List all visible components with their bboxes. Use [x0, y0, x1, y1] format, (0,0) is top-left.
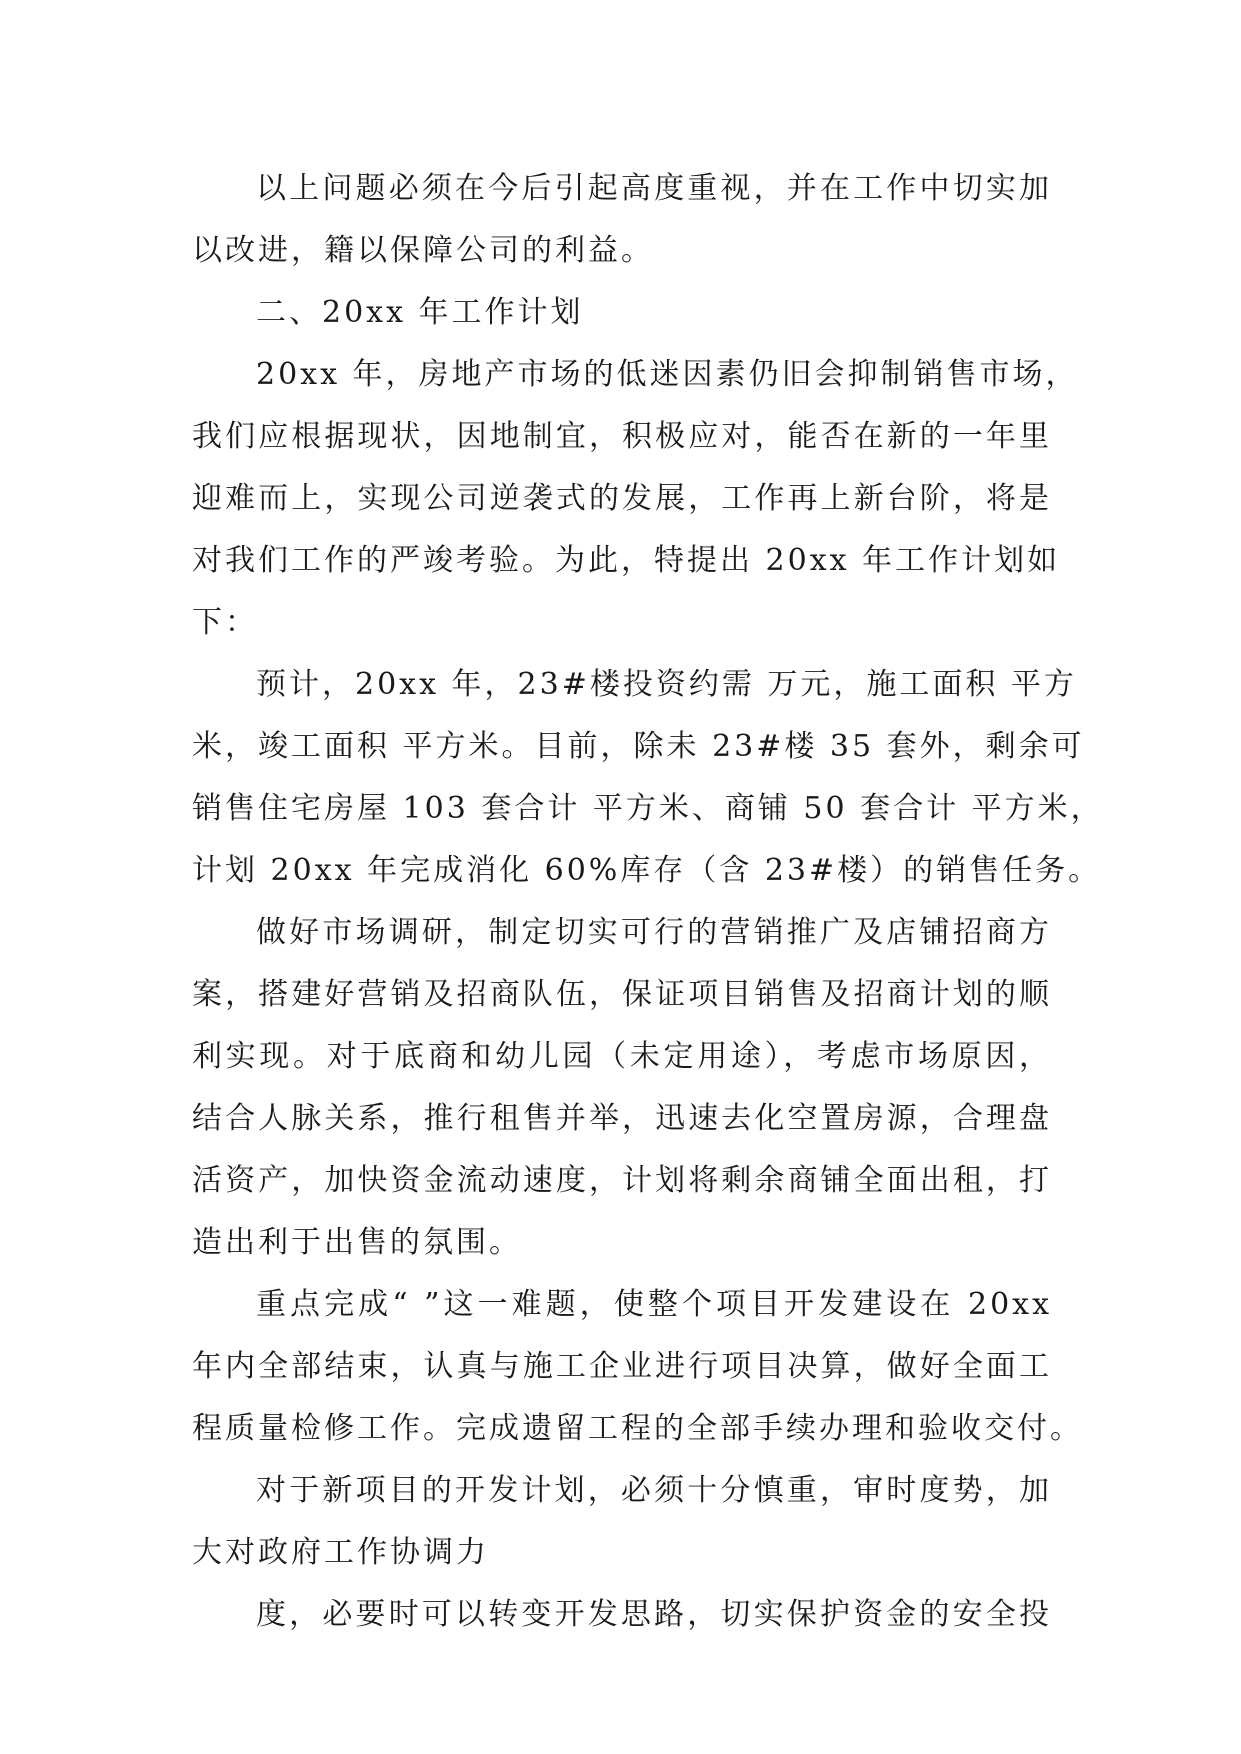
document-body [192, 158, 1104, 1646]
paragraph-line: 年内全部结束，认真与施工企业进行项目决算，做好全面工 [192, 1349, 1052, 1384]
paragraph-line: 利实现。对于底商和幼儿园（未定用途），考虑市场原因， [192, 1039, 1052, 1074]
paragraph-line: 迎难而上，实现公司逆袭式的发展，工作再上新台阶，将是 [192, 481, 1052, 516]
paragraph-line: 做好市场调研，制定切实可行的营销推广及店铺招商方 [256, 915, 1052, 950]
paragraph-line: 米，竣工面积 平方米。目前，除未 23#楼 35 套外，剩余可 [192, 729, 1085, 764]
paragraph-line: 重点完成“ ”这一难题，使整个项目开发建设在 20xx [256, 1287, 1052, 1322]
paragraph-line: 以上问题必须在今后引起高度重视，并在工作中切实加 [256, 171, 1052, 206]
paragraph-line: 大对政府工作协调力 [192, 1535, 489, 1570]
paragraph-line: 我们应根据现状，因地制宜，积极应对，能否在新的一年里 [192, 419, 1052, 454]
paragraph-line: 计划 20xx 年完成消化 60%库存（含 23#楼）的销售任务。 [192, 853, 1102, 888]
paragraph-line: 对我们工作的严竣考验。为此，特提出 20xx 年工作计划如 [192, 543, 1061, 578]
paragraph-line: 20xx 年，房地产市场的低迷因素仍旧会抑制销售市场， [256, 357, 1079, 392]
paragraph-line: 预计，20xx 年，23#楼投资约需 万元，施工面积 平方 [256, 667, 1077, 702]
paragraph-line: 下： [192, 605, 258, 640]
paragraph-line: 结合人脉关系，推行租售并举，迅速去化空置房源，合理盘 [192, 1101, 1052, 1136]
paragraph-line: 造出利于出售的氛围。 [192, 1225, 522, 1260]
paragraph-line: 活资产，加快资金流动速度，计划将剩余商铺全面出租，打 [192, 1163, 1052, 1198]
paragraph-line: 度，必要时可以转变开发思路，切实保护资金的安全投 [256, 1597, 1052, 1632]
paragraph-line: 以改进，籍以保障公司的利益。 [192, 233, 654, 268]
paragraph-line: 销售住宅房屋 103 套合计 平方米、商铺 50 套合计 平方米， [192, 791, 1104, 826]
section-heading: 二、20xx 年工作计划 [256, 295, 584, 330]
paragraph-line: 程质量检修工作。完成遗留工程的全部手续办理和验收交付。 [192, 1411, 1083, 1446]
paragraph-line: 案，搭建好营销及招商队伍，保证项目销售及招商计划的顺 [192, 977, 1052, 1012]
paragraph-line: 对于新项目的开发计划，必须十分慎重，审时度势，加 [256, 1473, 1052, 1508]
